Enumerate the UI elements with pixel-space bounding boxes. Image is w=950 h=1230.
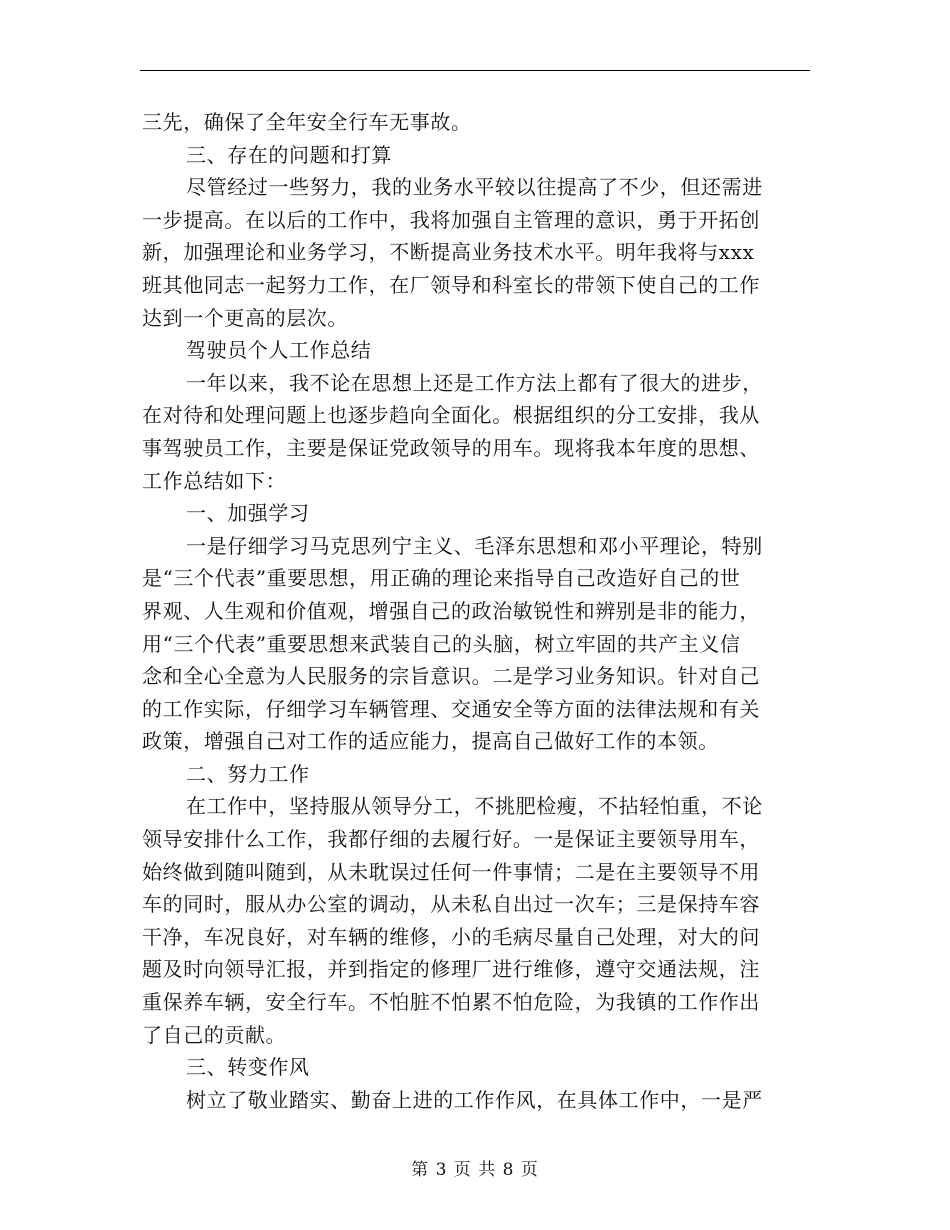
text-line: 界观、人生观和价值观，增强自己的政治敏锐性和辨别是非的能力， xyxy=(142,598,760,623)
text-line: 用“三个代表”重要思想来武装自己的头脑，树立牢固的共产主义信 xyxy=(142,631,741,656)
text-line: 新，加强理论和业务学习，不断提高业务技术水平。明年我将与xxx xyxy=(142,240,755,265)
text-line: 重保养车辆，安全行车。不怕脏不怕累不怕危险，为我镇的工作作出 xyxy=(142,990,760,1015)
text-line: 是“三个代表”重要思想，用正确的理论来指导自己改造好自己的世 xyxy=(142,566,741,591)
text-line: 在工作中，坚持服从领导分工，不挑肥检瘦，不拈轻怕重，不论 xyxy=(186,794,763,819)
text-line: 班其他同志一起努力工作，在厂领导和科室长的带领下使自己的工作 xyxy=(142,272,760,297)
text-line: 二、努力工作 xyxy=(186,761,310,786)
document-body xyxy=(142,106,802,1116)
text-line: 事驾驶员工作，主要是保证党政领导的用车。现将我本年度的思想、 xyxy=(142,435,760,460)
text-line: 一、加强学习 xyxy=(186,501,310,526)
text-line: 政策，增强自己对工作的适应能力，提高自己做好工作的本领。 xyxy=(142,729,719,754)
text-line: 始终做到随叫随到，从未耽误过任何一件事情；二是在主要领导不用 xyxy=(142,859,760,884)
page-footer: 第 3 页 共 8 页 xyxy=(411,1160,539,1180)
text-line: 三、存在的问题和打算 xyxy=(186,142,392,167)
text-line: 达到一个更高的层次。 xyxy=(142,305,348,330)
text-line: 干净，车况良好，对车辆的维修，小的毛病尽量自己处理，对大的问 xyxy=(142,924,760,949)
text-line: 车的同时，服从办公室的调动，从未私自出过一次车；三是保持车容 xyxy=(142,892,760,917)
text-line: 一是仔细学习马克思列宁主义、毛泽东思想和邓小平理论，特别 xyxy=(186,533,763,558)
text-line: 念和全心全意为人民服务的宗旨意识。二是学习业务知识。针对自己 xyxy=(142,664,760,689)
text-line: 一年以来，我不论在思想上还是工作方法上都有了很大的进步， xyxy=(186,370,763,395)
text-line: 三、转变作风 xyxy=(186,1055,310,1080)
text-line: 驾驶员个人工作总结 xyxy=(186,338,372,363)
text-line: 领导安排什么工作，我都仔细的去履行好。一是保证主要领导用车， xyxy=(142,827,760,852)
text-line: 树立了敬业踏实、勤奋上进的工作作风，在具体工作中，一是严 xyxy=(186,1087,763,1112)
text-line: 尽管经过一些努力，我的业务水平较以往提高了不少，但还需进 xyxy=(186,175,763,200)
text-line: 在对待和处理问题上也逐步趋向全面化。根据组织的分工安排，我从 xyxy=(142,403,760,428)
text-line: 工作总结如下： xyxy=(142,468,287,493)
text-line: 题及时向领导汇报，并到指定的修理厂进行维修，遵守交通法规，注 xyxy=(142,957,760,982)
header-rule xyxy=(140,70,810,71)
text-line: 一步提高。在以后的工作中，我将加强自主管理的意识，勇于开拓创 xyxy=(142,207,760,232)
text-line: 了自己的贡献。 xyxy=(142,1022,287,1047)
text-line: 三先，确保了全年安全行车无事故。 xyxy=(142,110,472,134)
text-line: 的工作实际，仔细学习车辆管理、交通安全等方面的法律法规和有关 xyxy=(142,696,760,721)
